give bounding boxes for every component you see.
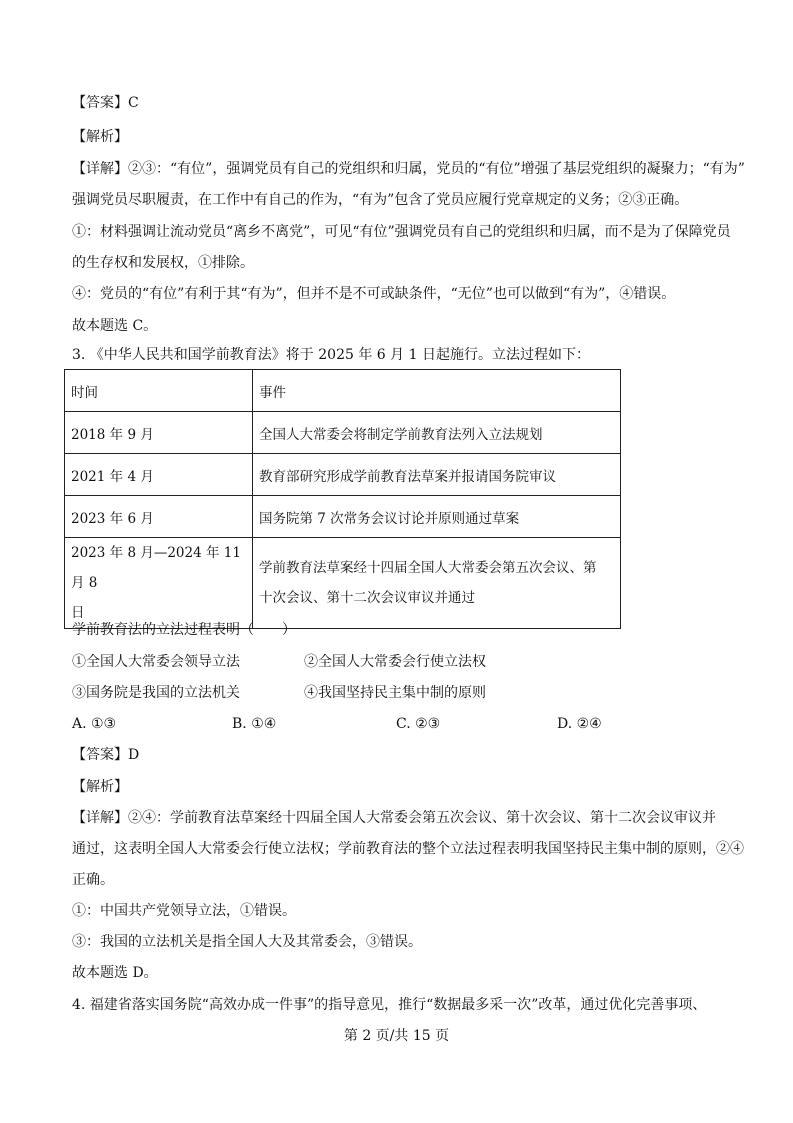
table-row (65, 496, 621, 538)
row-event-line1: 学前教育法草案经十四届全国人大常委会第五次会议、第 (259, 560, 597, 576)
option-a: A. ①③ (72, 716, 117, 732)
option-d: D. ②④ (557, 716, 602, 732)
table-row (65, 538, 621, 629)
option-c: C. ②③ (396, 716, 441, 732)
detail-q3-line2: 通过，这表明全国人大常委会行使立法权；学前教育法的整个立法过程表明我国坚持民主集中制的原则，②④ (72, 841, 744, 857)
analysis-q2: 【解析】 (72, 129, 128, 145)
row-time: 2023 年 6 月 (65, 496, 253, 538)
table-row (65, 454, 621, 496)
explain-q2-item1-line2: 的生存权和发展权，①排除。 (72, 255, 254, 271)
row-event: 教育部研究形成学前教育法草案并报请国务院审议 (253, 454, 621, 496)
statement-4: ④我国坚持民主集中制的原则 (304, 685, 486, 701)
answer-q2: 【答案】C (72, 95, 139, 111)
table-header-row (65, 370, 621, 412)
table-row (65, 412, 621, 454)
page-footer: 第 2 页/共 15 页 (343, 1028, 450, 1044)
conclusion-q3: 故本题选 D。 (72, 965, 158, 981)
option-b: B. ①④ (232, 716, 277, 732)
answer-q3: 【答案】D (72, 747, 140, 763)
question-4-stem: 4. 福建省落实国务院“高效办成一件事”的指导意见，推行“数据最多采一次”改革，通过优化完善事项、 (72, 997, 707, 1013)
analysis-q3: 【解析】 (72, 779, 128, 795)
header-time: 时间 (65, 370, 253, 412)
explain-q2-item1-line1: ①：材料强调让流动党员“离乡不离党”，可见“有位”强调党员有自己的党组织和归属，而不是为了保障党员 (72, 224, 731, 240)
statement-2: ②全国人大常委会行使立法权 (304, 654, 486, 670)
explain-q2-item4: ④：党员的“有位”有利于其“有为”，但并不是不可或缺条件，“无位”也可以做到“有为”，④错误。 (72, 286, 676, 302)
row-time-line2: 日 (71, 605, 85, 621)
conclusion-q2: 故本题选 C。 (72, 318, 158, 334)
detail-q2-line2: 强调党员尽职履责，在工作中有自己的作为，“有为”包含了党员应履行党章规定的义务；②③正确。 (72, 192, 689, 208)
statement-1: ①全国人大常委会领导立法 (72, 654, 240, 670)
row-event: 国务院第 7 次常务会议讨论并原则通过草案 (253, 496, 621, 538)
detail-q3-line1: 【详解】②④：学前教育法草案经十四届全国人大常委会第五次会议、第十次会议、第十二次会议审议并 (72, 810, 716, 826)
row-time: 2021 年 4 月 (65, 454, 253, 496)
row-time: 2018 年 9 月 (65, 412, 253, 454)
row-event: 全国人大常委会将制定学前教育法列入立法规划 (253, 412, 621, 454)
row-event-line2: 十次会议、第十二次会议审议并通过 (259, 590, 475, 606)
row-time (65, 538, 253, 629)
explain-q3-item3: ③：我国的立法机关是指全国人大及其常委会，③错误。 (72, 934, 422, 950)
question-3-prompt: 学前教育法的立法过程表明（ ） (72, 622, 296, 638)
header-event: 事件 (253, 370, 621, 412)
row-event (253, 538, 621, 629)
question-3-stem: 3. 《中华人民共和国学前教育法》将于 2025 年 6 月 1 日起施行。立法过程如下： (72, 347, 590, 363)
explain-q3-item1: ①：中国共产党领导立法，①错误。 (72, 903, 296, 919)
detail-q2-line1: 【详解】②③：“有位”，强调党员有自己的党组织和归属，党员的“有位”增强了基层党组织的凝聚力；“有为” (72, 161, 745, 177)
legislation-table (64, 369, 621, 629)
row-time-line1: 2023 年 8 月—2024 年 11 月 8 (71, 545, 241, 591)
statement-3: ③国务院是我国的立法机关 (72, 685, 240, 701)
detail-q3-line3: 正确。 (72, 872, 114, 888)
